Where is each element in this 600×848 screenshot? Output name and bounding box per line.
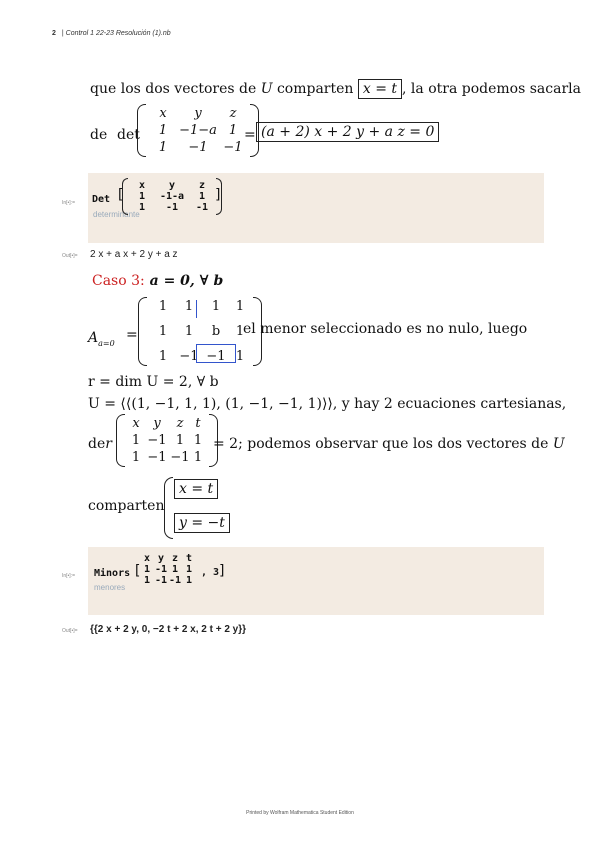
de-label: de	[90, 127, 108, 143]
matrix-cell: 1	[143, 564, 151, 575]
det-label: det	[117, 127, 140, 143]
matrix-cell: x	[132, 416, 140, 431]
text-fragment: que los dos vectores de	[90, 81, 261, 97]
matrix-cell: −1	[170, 450, 190, 465]
matrix-A-equals: =	[126, 327, 138, 343]
page-footer: Printed by Wolfram Mathematica Student Edition	[246, 810, 354, 816]
out-label: Out[•]=	[62, 628, 78, 634]
matrix-cell: 1	[158, 349, 168, 364]
minors-output: {{2 x + 2 y, 0, −2 t + 2 x, 2 t + 2 y}}	[90, 624, 247, 635]
equation-x-eq-t: x = t	[174, 479, 218, 499]
page-header	[52, 30, 171, 37]
matrix-cell: 1	[228, 123, 238, 138]
rank-matrix	[116, 414, 218, 467]
matrix-cell: -1	[154, 575, 168, 586]
out-label: Out[•]=	[62, 253, 78, 259]
matrix-cell: 1	[171, 564, 179, 575]
header-separator: |	[61, 30, 64, 37]
in-label: In[•]:=	[62, 573, 76, 579]
matrix-cell: 1	[158, 123, 168, 138]
matrix-cell: −1−a	[179, 123, 217, 138]
matrix-cell: 1	[235, 349, 245, 364]
equation-y-eq-minus-t: y = −t	[174, 513, 230, 533]
matrix-cell: b	[211, 324, 221, 339]
matrix-cell: x	[138, 180, 146, 191]
det-input-matrix	[122, 178, 222, 215]
rank-statement: r = dim U = 2, ∀ b	[88, 374, 219, 390]
matrix-cell: 1	[131, 450, 141, 465]
plane-equation-box: (a + 2) x + 2 y + a z = 0	[256, 122, 439, 142]
determinant-matrix	[137, 104, 259, 157]
minors-arg: , 3	[201, 567, 220, 578]
matrix-cell: -1	[154, 564, 168, 575]
matrix-cell: x	[159, 106, 167, 121]
text-fragment: , la otra podemos sacarla	[402, 81, 581, 97]
bracket-close: ]	[218, 563, 227, 579]
caso-3-heading: Caso 3: a = 0, ∀ b	[92, 273, 224, 289]
matrix-cell: 1	[193, 450, 203, 465]
matrix-cell: 1	[158, 140, 168, 155]
matrix-cell: −1	[147, 433, 167, 448]
var-U: U	[260, 81, 273, 97]
matrix-cell: -1	[168, 575, 182, 586]
matrix-cell: x	[143, 553, 151, 564]
matrix-cell: −1	[179, 349, 199, 364]
matrix-cell: −1	[188, 140, 208, 155]
subspace-statement: U = ⟨⟨(1, −1, 1, 1), (1, −1, −1, 1)⟩⟩, y hay 2 ecuaciones cartesianas,	[88, 396, 567, 412]
minors-command: Minors	[94, 568, 131, 579]
selected-minor-marker-top	[196, 300, 235, 318]
matrix-cell: z	[171, 553, 179, 564]
matrix-cell: 1	[235, 324, 245, 339]
boxed-equation: x = t	[358, 79, 402, 99]
comparten-label: comparten	[88, 498, 165, 514]
minor-note: el menor seleccionado es no nulo, luego	[243, 321, 528, 337]
matrix-cell: 1	[138, 191, 146, 202]
equals-sign: =	[244, 127, 256, 143]
matrix-cell: y	[168, 180, 176, 191]
matrix-cell: t	[195, 416, 201, 431]
matrix-cell: y	[157, 553, 165, 564]
input-cell-minors[interactable]	[62, 547, 544, 615]
de-r-label: der	[88, 436, 112, 452]
det-command: Det	[92, 194, 111, 205]
matrix-cell: 1	[193, 433, 203, 448]
matrix-cell: z	[229, 106, 237, 121]
matrix-cell: 1	[185, 564, 193, 575]
matrix-cell: y	[194, 106, 202, 121]
matrix-cell: 1	[158, 299, 168, 314]
bracket-open: [	[116, 187, 125, 203]
page-number: 2	[52, 30, 56, 37]
matrix-cell: 1	[143, 575, 151, 586]
matrix-cell: 1	[131, 433, 141, 448]
selected-minor-box	[196, 344, 236, 363]
matrix-cell: z	[176, 416, 184, 431]
minors-hint: menores	[94, 583, 126, 592]
matrix-cell: 1	[138, 202, 146, 213]
text-fragment: comparten	[272, 81, 358, 97]
det-hint: determinante	[93, 210, 140, 219]
input-cell-det[interactable]	[62, 173, 544, 243]
matrix-cell: 1	[184, 324, 194, 339]
matrix-cell: -1	[165, 202, 179, 213]
matrix-cell: 1	[175, 433, 185, 448]
matrix-cell: -1-a	[159, 191, 185, 202]
matrix-cell: y	[153, 416, 161, 431]
matrix-cell: 1	[158, 324, 168, 339]
bracket-close: ]	[214, 187, 223, 203]
matrix-cell: 1	[198, 191, 206, 202]
bracket-open: [	[133, 563, 142, 579]
matrix-A-label: $A_{a=0}$	[88, 330, 115, 348]
matrix-cell: -1	[195, 202, 209, 213]
matrix-cell: z	[198, 180, 206, 191]
matrix-cell: −1	[147, 450, 167, 465]
det-output: 2 x + a x + 2 y + a z	[90, 249, 178, 260]
matrix-cell: t	[185, 553, 193, 564]
matrix-cell: −1	[206, 349, 226, 364]
matrix-cell: 1	[211, 299, 221, 314]
matrix-cell: −1	[223, 140, 243, 155]
system-brace	[164, 477, 173, 539]
matrix-cell: 1	[185, 575, 193, 586]
matrix-cell: 1	[235, 299, 245, 314]
matrix-cell: 1	[184, 299, 194, 314]
notebook-filename: Control 1 22-23 Resolución (1).nb	[65, 30, 171, 37]
text-line-1	[90, 79, 581, 99]
in-label: In[•]:=	[62, 200, 76, 206]
rank-conclusion: = 2; podemos observar que los dos vectores de U	[213, 436, 565, 452]
